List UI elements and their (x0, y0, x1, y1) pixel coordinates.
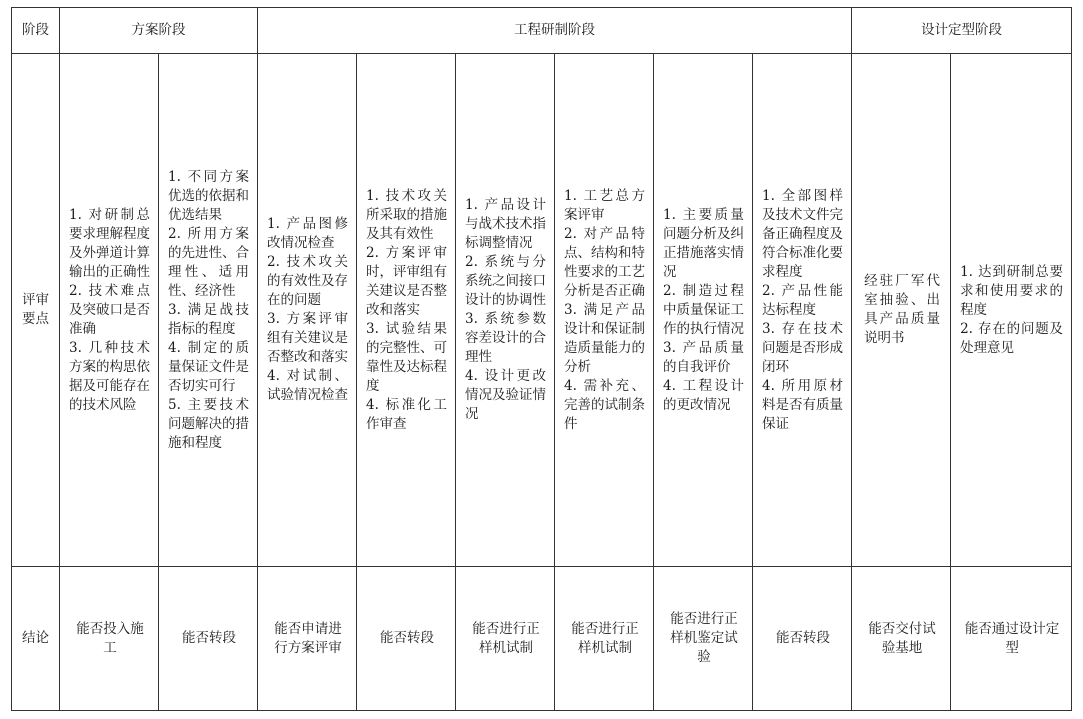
review-item: 2. 所用方案的先进性、合理性、适用性、经济性 (168, 225, 249, 299)
review-item: 4. 工程设计的更改情况 (663, 377, 744, 413)
review-item: 3. 满足战技指标的程度 (168, 301, 249, 337)
review-item: 2. 制造过程中质量保证工作的执行情况 (663, 282, 744, 337)
conclusion-cell-6: 能否进行正样机试制 (555, 567, 654, 711)
review-item: 1. 产品图修改情况检查 (267, 216, 348, 251)
conclusion-cell-3: 能否申请进行方案评审 (258, 567, 357, 711)
stage-design-finalization: 设计定型阶段 (852, 8, 1072, 54)
stage-engineering: 工程研制阶段 (258, 8, 852, 54)
conclusion-label: 结论 (12, 567, 60, 711)
conclusion-cell-8: 能否转段 (753, 567, 852, 711)
review-item: 1. 工艺总方案评审 (564, 187, 645, 223)
review-item: 1. 技术攻关所采取的措施及其有效性 (366, 187, 447, 242)
review-item: 3. 试验结果的完整性、可靠性及达标程度 (366, 320, 447, 394)
review-item: 经驻厂军代室抽验、出具产品质量说明书 (864, 273, 941, 346)
review-item: 4. 需补充、完善的试制条件 (564, 377, 645, 432)
review-item: 4. 制定的质量保证文件是否切实可行 (168, 339, 249, 394)
review-cell-9 (852, 54, 951, 567)
review-item: 1. 全部图样及技术文件完备正确程度及符合标准化要求程度 (762, 187, 844, 280)
conclusion-cell-9: 能否交付试验基地 (852, 567, 951, 711)
stage-scheme: 方案阶段 (60, 8, 258, 54)
review-item: 2. 存在的问题及处理意见 (960, 320, 1064, 356)
review-cell-2 (159, 54, 258, 567)
review-item: 1. 主要质量问题分析及纠正措施落实情况 (663, 206, 744, 280)
review-item: 2. 技术攻关的有效性及存在的问题 (267, 254, 348, 308)
conclusion-cell-4: 能否转段 (357, 567, 456, 711)
review-item: 3. 方案评审组有关建议是否整改和落实 (267, 311, 348, 365)
conclusion-cell-1: 能否投入施工 (60, 567, 159, 711)
review-item: 4. 所用原材料是否有质量保证 (762, 377, 844, 432)
review-item: 1. 产品设计与战术技术指标调整情况 (465, 197, 546, 251)
review-item: 5. 主要技术问题解决的措施和程度 (168, 396, 249, 451)
review-item: 2. 系统与分系统之间接口设计的协调性 (465, 254, 546, 308)
review-item: 3. 满足产品设计和保证制造质量能力的分析 (564, 301, 645, 375)
review-item: 1. 达到研制总要求和使用要求的程度 (960, 263, 1064, 318)
review-points-label: 评审要点 (12, 54, 60, 567)
review-item: 4. 设计更改情况及验证情况 (465, 368, 546, 422)
review-item: 3. 产品质量的自我评价 (663, 339, 744, 375)
review-points-row (12, 54, 1072, 567)
conclusion-row (12, 567, 1072, 711)
review-item: 2. 产品性能达标程度 (762, 282, 844, 318)
review-item: 1. 不同方案优选的依据和优选结果 (168, 168, 249, 223)
conclusion-cell-7: 能否进行正样机鉴定试验 (654, 567, 753, 711)
review-cell-10 (951, 54, 1072, 567)
review-cell-5 (456, 54, 555, 567)
conclusion-cell-5: 能否进行正样机试制 (456, 567, 555, 711)
review-item: 3. 几种技术方案的构思依据及可能存在的技术风险 (69, 339, 150, 413)
conclusion-cell-2: 能否转段 (159, 567, 258, 711)
review-cell-8 (753, 54, 852, 567)
review-item: 4. 对试制、试验情况检查 (267, 368, 348, 403)
review-item: 2. 方案评审时，评审组有关建议是否整改和落实 (366, 244, 447, 318)
conclusion-cell-10: 能否通过设计定型 (951, 567, 1072, 711)
review-item: 3. 系统参数容差设计的合理性 (465, 311, 546, 365)
review-cell-4 (357, 54, 456, 567)
review-table (11, 7, 1072, 711)
review-item: 2. 技术难点及突破口是否准确 (69, 282, 150, 337)
review-item: 2. 对产品特点、结构和特性要求的工艺分析是否正确 (564, 225, 645, 299)
review-cell-6 (555, 54, 654, 567)
review-cell-1 (60, 54, 159, 567)
stage-label: 阶段 (12, 8, 60, 54)
review-cell-3 (258, 54, 357, 567)
header-row (12, 8, 1072, 54)
review-item: 4. 标准化工作审查 (366, 396, 447, 432)
review-cell-7 (654, 54, 753, 567)
review-item: 3. 存在技术问题是否形成闭环 (762, 320, 844, 375)
review-item: 1. 对研制总要求理解程度及外弹道计算输出的正确性 (69, 206, 150, 280)
